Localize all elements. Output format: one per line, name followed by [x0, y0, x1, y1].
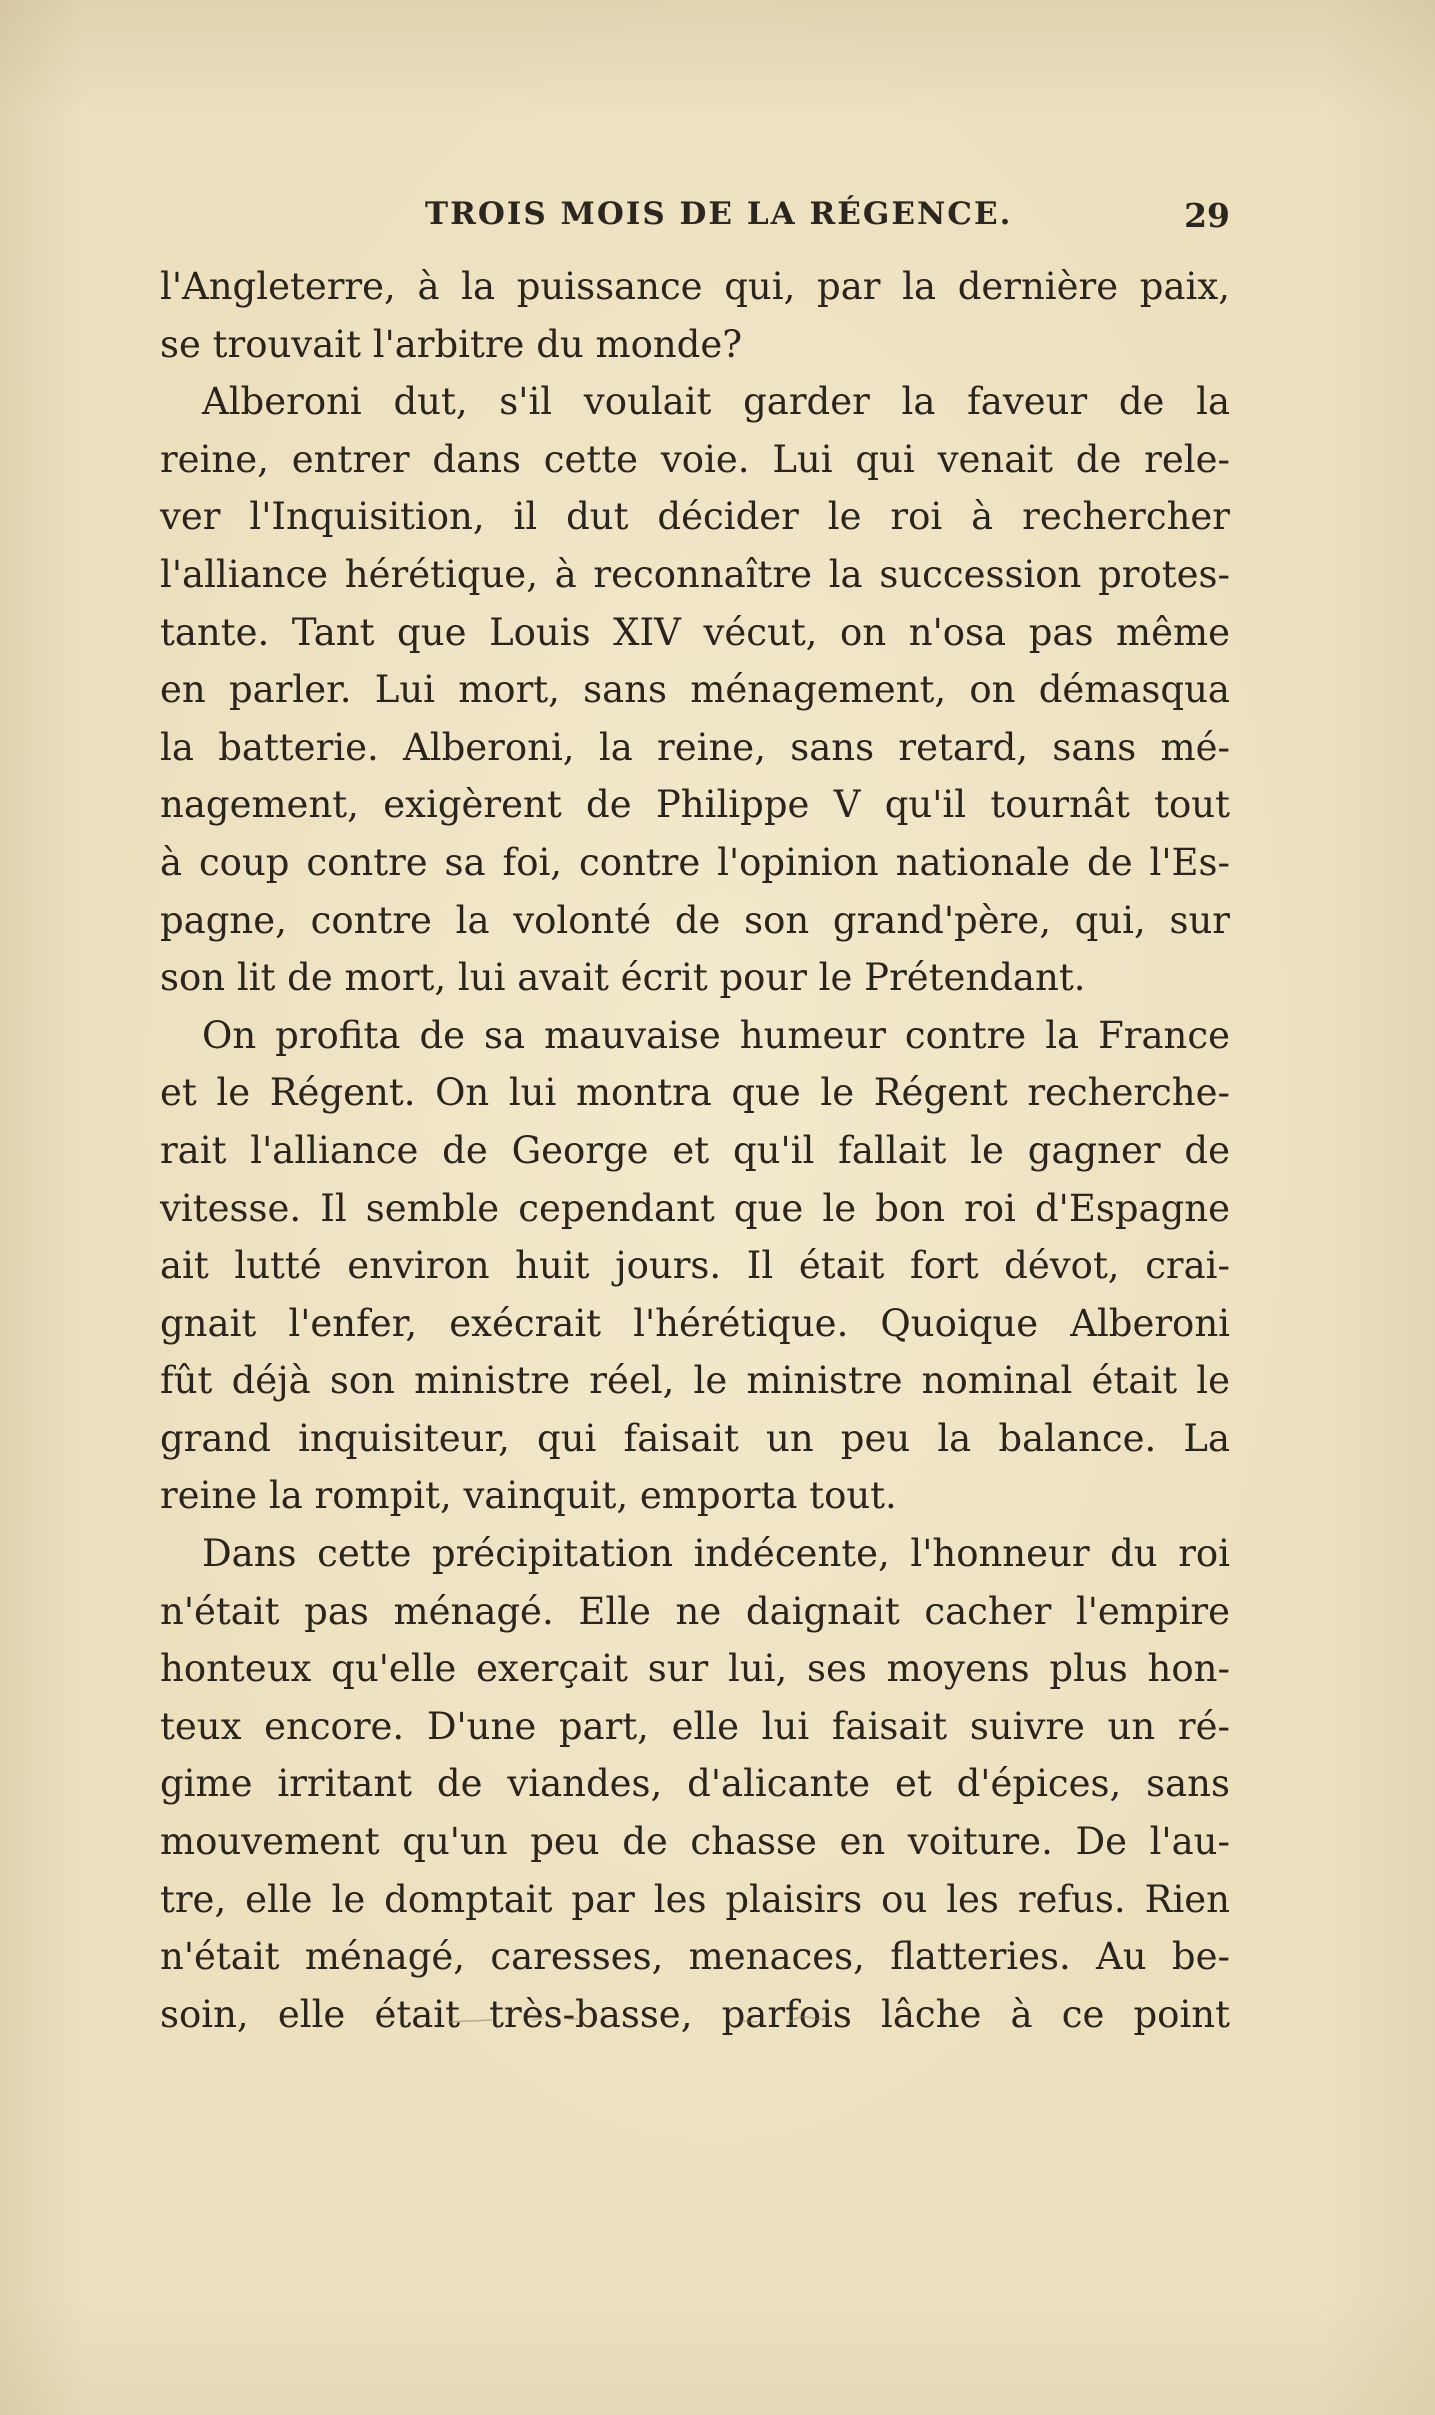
text-line: reine, entrer dans cette voie. Lui qui venait de rele-: [160, 437, 1230, 481]
running-title: TROIS MOIS DE LA RÉGENCE.: [425, 196, 1013, 232]
text-line: tre, elle le domptait par les plaisirs ou les refus. Rien: [160, 1877, 1230, 1921]
text-line: l'alliance hérétique, à reconnaître la succession protes-: [160, 552, 1230, 596]
text-line: soin, elle était très-basse, parfois lâche à ce point: [160, 1992, 1230, 2036]
text-line: reine la rompit, vainquit, emporta tout.: [160, 1474, 897, 1518]
text-line: honteux qu'elle exerçait sur lui, ses moyens plus hon-: [160, 1647, 1230, 1691]
text-line: mouvement qu'un peu de chasse en voiture. De l'au-: [160, 1820, 1230, 1864]
text-line: Dans cette précipitation indécente, l'honneur du roi: [202, 1532, 1230, 1576]
text-line: teux encore. D'une part, elle lui faisait suivre un ré-: [160, 1704, 1230, 1748]
text-line: Alberoni dut, s'il voulait garder la faveur de la: [202, 380, 1230, 424]
text-line: son lit de mort, lui avait écrit pour le Prétendant.: [160, 956, 1086, 1000]
text-line: gnait l'enfer, exécrait l'hérétique. Quoique Alberoni: [160, 1301, 1230, 1345]
print-smudge-marks: [440, 2010, 860, 2030]
text-line: la batterie. Alberoni, la reine, sans retard, sans mé-: [160, 725, 1230, 769]
text-line: se trouvait l'arbitre du monde?: [160, 322, 743, 366]
body-text: [160, 258, 1230, 2043]
text-line: en parler. Lui mort, sans ménagement, on démasqua: [160, 668, 1230, 712]
page-number: 29: [1184, 196, 1230, 235]
text-line: à coup contre sa foi, contre l'opinion nationale de l'Es-: [160, 840, 1230, 884]
text-line: fût déjà son ministre réel, le ministre nominal était le: [160, 1359, 1230, 1403]
text-line: vitesse. Il semble cependant que le bon roi d'Espagne: [160, 1186, 1230, 1230]
text-line: On profita de sa mauvaise humeur contre la France: [202, 1013, 1230, 1057]
text-line: n'était ménagé, caresses, menaces, flatteries. Au be-: [160, 1935, 1230, 1979]
running-header: [160, 196, 1230, 246]
text-line: n'était pas ménagé. Elle ne daignait cacher l'empire: [160, 1589, 1230, 1633]
text-line: nagement, exigèrent de Philippe V qu'il tournât tout: [160, 783, 1230, 827]
text-line: ver l'Inquisition, il dut décider le roi à rechercher: [160, 495, 1230, 539]
text-line: ait lutté environ huit jours. Il était fort dévot, crai-: [160, 1244, 1230, 1288]
text-line: rait l'alliance de George et qu'il fallait le gagner de: [160, 1128, 1230, 1172]
text-line: grand inquisiteur, qui faisait un peu la balance. La: [160, 1416, 1230, 1460]
text-line: tante. Tant que Louis XIV vécut, on n'osa pas même: [160, 610, 1230, 654]
text-line: l'Angleterre, à la puissance qui, par la dernière paix,: [160, 265, 1230, 308]
text-line: gime irritant de viandes, d'alicante et d'épices, sans: [160, 1762, 1230, 1806]
text-line: pagne, contre la volonté de son grand'père, qui, sur: [160, 898, 1230, 942]
text-line: et le Régent. On lui montra que le Régent recherche-: [160, 1071, 1230, 1115]
